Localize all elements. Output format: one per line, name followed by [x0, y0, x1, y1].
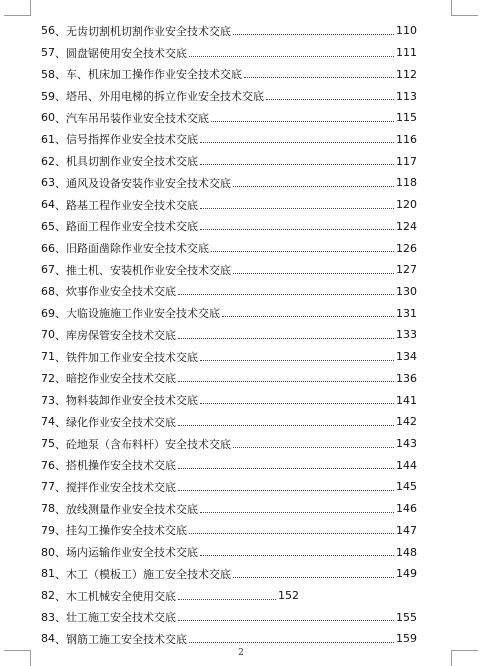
- toc-entry-title: 路基工程作业安全技术交底: [66, 198, 198, 212]
- toc-dot-leader: [233, 446, 394, 448]
- toc-entry-title: 通风及设备安装作业安全技术交底: [66, 176, 231, 190]
- toc-entry-separator: 、: [55, 176, 66, 190]
- toc-entry-page: 116: [396, 132, 417, 146]
- page-number: 2: [238, 648, 244, 658]
- toc-entry-title: 路面工程作业安全技术交底: [66, 220, 198, 234]
- toc-entry-page: 134: [396, 350, 417, 364]
- toc-entry[interactable]: [41, 63, 417, 85]
- toc-entry-separator: 、: [55, 198, 66, 212]
- toc-entry-page: 118: [396, 176, 417, 190]
- toc-entry[interactable]: [41, 172, 417, 194]
- toc-entry[interactable]: [41, 346, 417, 368]
- toc-dot-leader: [200, 207, 394, 209]
- toc-entry-title: 放线测量作业安全技术交底: [66, 502, 198, 516]
- toc-entry-separator: 、: [55, 502, 66, 516]
- toc-entry-number: 70: [41, 328, 55, 342]
- toc-entry-number: 64: [41, 198, 55, 212]
- toc-dot-leader: [178, 619, 394, 621]
- table-of-contents: [41, 20, 417, 650]
- toc-entry-number: 76: [41, 458, 55, 472]
- crop-mark-top-left-v: [30, 0, 31, 16]
- crop-mark-top-left-h: [4, 15, 30, 16]
- toc-entry-number: 74: [41, 415, 55, 429]
- toc-dot-leader: [189, 55, 394, 57]
- toc-entry[interactable]: [41, 498, 417, 520]
- toc-entry[interactable]: [41, 541, 417, 563]
- toc-entry[interactable]: [41, 150, 417, 172]
- toc-entry-title: 木工机械安全使用交底: [66, 589, 176, 603]
- toc-entry-title: 场内运输作业安全技术交底: [66, 546, 198, 560]
- toc-entry-number: 75: [41, 437, 55, 451]
- toc-entry[interactable]: [41, 563, 417, 585]
- toc-entry-page: 144: [396, 458, 417, 472]
- toc-dot-leader: [200, 511, 394, 513]
- toc-entry-page: 111: [396, 46, 417, 60]
- toc-entry-title: 推土机、安装机作业安全技术交底: [66, 263, 231, 277]
- toc-dot-leader: [211, 120, 394, 122]
- toc-entry-title: 库房保管安全技术交底: [66, 328, 176, 342]
- toc-entry-separator: 、: [55, 68, 66, 82]
- toc-dot-leader: [178, 598, 276, 600]
- toc-entry-number: 65: [41, 219, 55, 233]
- toc-entry[interactable]: [41, 454, 417, 476]
- toc-entry-separator: 、: [55, 242, 66, 256]
- toc-entry-page: 127: [396, 263, 417, 277]
- toc-entry-number: 79: [41, 523, 55, 537]
- toc-entry-number: 69: [41, 306, 55, 320]
- toc-entry-title: 圆盘锯使用安全技术交底: [66, 46, 187, 60]
- toc-entry-number: 78: [41, 502, 55, 516]
- toc-entry-page: 143: [396, 437, 417, 451]
- toc-dot-leader: [233, 185, 394, 187]
- toc-entry-page: 131: [396, 306, 417, 320]
- toc-dot-leader: [233, 576, 394, 578]
- crop-mark-top-right-v: [451, 0, 452, 16]
- toc-dot-leader: [244, 76, 394, 78]
- toc-entry-number: 72: [41, 371, 55, 385]
- toc-entry-page: 130: [396, 284, 417, 298]
- toc-entry[interactable]: [41, 520, 417, 542]
- toc-dot-leader: [189, 641, 394, 643]
- toc-entry-separator: 、: [55, 155, 66, 169]
- toc-dot-leader: [266, 98, 394, 100]
- toc-entry[interactable]: [41, 20, 417, 42]
- toc-entry-separator: 、: [55, 285, 66, 299]
- toc-entry-title: 无齿切割机切割作业安全技术交底: [66, 24, 231, 38]
- toc-entry-page: 136: [396, 371, 417, 385]
- toc-entry-number: 62: [41, 154, 55, 168]
- toc-dot-leader: [200, 402, 394, 404]
- toc-entry[interactable]: [41, 606, 417, 628]
- toc-entry-separator: 、: [55, 133, 66, 147]
- toc-dot-leader: [178, 489, 394, 491]
- toc-entry-title: 挂勾工操作安全技术交底: [66, 524, 187, 538]
- toc-entry-page: 117: [396, 154, 417, 168]
- toc-entry-separator: 、: [55, 328, 66, 342]
- toc-dot-leader: [211, 250, 394, 252]
- toc-entry-page: 149: [396, 567, 417, 581]
- toc-entry-separator: 、: [55, 589, 66, 603]
- toc-entry-number: 83: [41, 610, 55, 624]
- toc-entry-number: 81: [41, 567, 55, 581]
- toc-dot-leader: [233, 33, 394, 35]
- toc-dot-leader: [189, 532, 394, 534]
- toc-dot-leader: [200, 141, 394, 143]
- toc-entry-separator: 、: [55, 567, 66, 581]
- toc-entry-title: 物料装卸作业安全技术交底: [66, 394, 198, 408]
- toc-entry-number: 58: [41, 67, 55, 81]
- toc-entry-title: 钢筋工施工安全技术交底: [66, 632, 187, 646]
- toc-dot-leader: [222, 315, 394, 317]
- toc-entry[interactable]: [41, 476, 417, 498]
- toc-entry[interactable]: [41, 302, 417, 324]
- toc-entry[interactable]: [41, 281, 417, 303]
- toc-entry-number: 68: [41, 284, 55, 298]
- toc-entry-page: 120: [396, 198, 417, 212]
- toc-entry-separator: 、: [55, 480, 66, 494]
- toc-dot-leader: [200, 554, 394, 556]
- toc-entry-separator: 、: [55, 90, 66, 104]
- toc-entry-number: 63: [41, 176, 55, 190]
- toc-entry-separator: 、: [55, 307, 66, 321]
- toc-entry-page: 115: [396, 111, 417, 125]
- toc-entry-title: 大临设施施工作业安全技术交底: [66, 307, 220, 321]
- toc-entry-page: 148: [396, 545, 417, 559]
- toc-entry-title: 木工（模板工）施工安全技术交底: [66, 567, 231, 581]
- toc-entry[interactable]: [41, 411, 417, 433]
- toc-entry-separator: 、: [55, 220, 66, 234]
- toc-entry[interactable]: [41, 42, 417, 64]
- toc-entry-number: 60: [41, 111, 55, 125]
- toc-entry-title: 搭机操作安全技术交底: [66, 459, 176, 473]
- toc-entry-number: 80: [41, 545, 55, 559]
- toc-entry-separator: 、: [55, 263, 66, 277]
- toc-entry[interactable]: [41, 129, 417, 151]
- toc-entry-separator: 、: [55, 611, 66, 625]
- toc-entry[interactable]: [41, 107, 417, 129]
- toc-entry[interactable]: [41, 259, 417, 281]
- toc-entry-separator: 、: [55, 350, 66, 364]
- toc-dot-leader: [178, 337, 394, 339]
- toc-entry-page: 133: [396, 328, 417, 342]
- toc-dot-leader: [178, 293, 394, 295]
- toc-entry[interactable]: [41, 324, 417, 346]
- toc-entry-separator: 、: [55, 632, 66, 646]
- toc-entry-number: 57: [41, 46, 55, 60]
- toc-entry[interactable]: [41, 368, 417, 390]
- toc-entry-separator: 、: [55, 46, 66, 60]
- toc-entry-page: 126: [396, 241, 417, 255]
- toc-entry-title: 旧路面凿除作业安全技术交底: [66, 242, 209, 256]
- toc-entry-page: 146: [396, 502, 417, 516]
- toc-dot-leader: [178, 424, 394, 426]
- toc-entry-page: 152: [278, 589, 299, 603]
- toc-entry-number: 77: [41, 480, 55, 494]
- toc-dot-leader: [233, 272, 394, 274]
- toc-entry-number: 66: [41, 241, 55, 255]
- toc-entry-title: 车、机床加工操作作业安全技术交底: [66, 68, 242, 82]
- toc-dot-leader: [200, 228, 394, 230]
- toc-entry-separator: 、: [55, 524, 66, 538]
- toc-entry-number: 61: [41, 132, 55, 146]
- toc-dot-leader: [178, 380, 394, 382]
- toc-entry-title: 炊事作业安全技术交底: [66, 285, 176, 299]
- crop-mark-top-right-h: [452, 15, 478, 16]
- toc-entry-page: 110: [396, 24, 417, 38]
- toc-entry-separator: 、: [55, 459, 66, 473]
- toc-entry-title: 壮工施工安全技术交底: [66, 611, 176, 625]
- toc-entry-title: 汽车吊吊装作业安全技术交底: [66, 111, 209, 125]
- toc-entry[interactable]: [41, 433, 417, 455]
- toc-dot-leader: [200, 163, 394, 165]
- toc-entry-separator: 、: [55, 437, 66, 451]
- toc-entry[interactable]: [41, 628, 417, 650]
- toc-entry-title: 暗挖作业安全技术交底: [66, 372, 176, 386]
- toc-entry-page: 141: [396, 393, 417, 407]
- toc-entry-separator: 、: [55, 415, 66, 429]
- toc-entry-page: 113: [396, 89, 417, 103]
- toc-entry-title: 塔吊、外用电梯的拆立作业安全技术交底: [66, 90, 264, 104]
- toc-entry-number: 59: [41, 89, 55, 103]
- toc-entry-page: 112: [396, 67, 417, 81]
- toc-entry-title: 机具切割作业安全技术交底: [66, 155, 198, 169]
- toc-entry-number: 56: [41, 24, 55, 38]
- toc-entry-page: 147: [396, 523, 417, 537]
- toc-dot-leader: [200, 359, 394, 361]
- toc-entry-title: 铁件加工作业安全技术交底: [66, 350, 198, 364]
- toc-entry-page: 142: [396, 415, 417, 429]
- toc-entry[interactable]: [41, 389, 417, 411]
- toc-entry-title: 信号指挥作业安全技术交底: [66, 133, 198, 147]
- toc-entry-title: 绿化作业安全技术交底: [66, 415, 176, 429]
- toc-entry-separator: 、: [55, 394, 66, 408]
- toc-entry-page: 124: [396, 219, 417, 233]
- toc-entry-number: 73: [41, 393, 55, 407]
- toc-dot-leader: [178, 467, 394, 469]
- toc-entry-title: 砼地泵（含布料杆）安全技术交底: [66, 437, 231, 451]
- toc-entry-number: 84: [41, 632, 55, 646]
- toc-entry-title: 搅拌作业安全技术交底: [66, 480, 176, 494]
- toc-entry[interactable]: [41, 585, 417, 607]
- toc-entry-separator: 、: [55, 546, 66, 560]
- toc-entry-separator: 、: [55, 111, 66, 125]
- toc-entry-separator: 、: [55, 24, 66, 38]
- toc-entry-number: 67: [41, 263, 55, 277]
- toc-entry[interactable]: [41, 215, 417, 237]
- toc-entry-number: 82: [41, 589, 55, 603]
- toc-entry[interactable]: [41, 237, 417, 259]
- toc-entry[interactable]: [41, 85, 417, 107]
- toc-entry-page: 145: [396, 480, 417, 494]
- toc-entry-separator: 、: [55, 372, 66, 386]
- toc-entry-page: 155: [396, 610, 417, 624]
- toc-entry-page: 159: [396, 632, 417, 646]
- toc-entry-number: 71: [41, 350, 55, 364]
- toc-entry[interactable]: [41, 194, 417, 216]
